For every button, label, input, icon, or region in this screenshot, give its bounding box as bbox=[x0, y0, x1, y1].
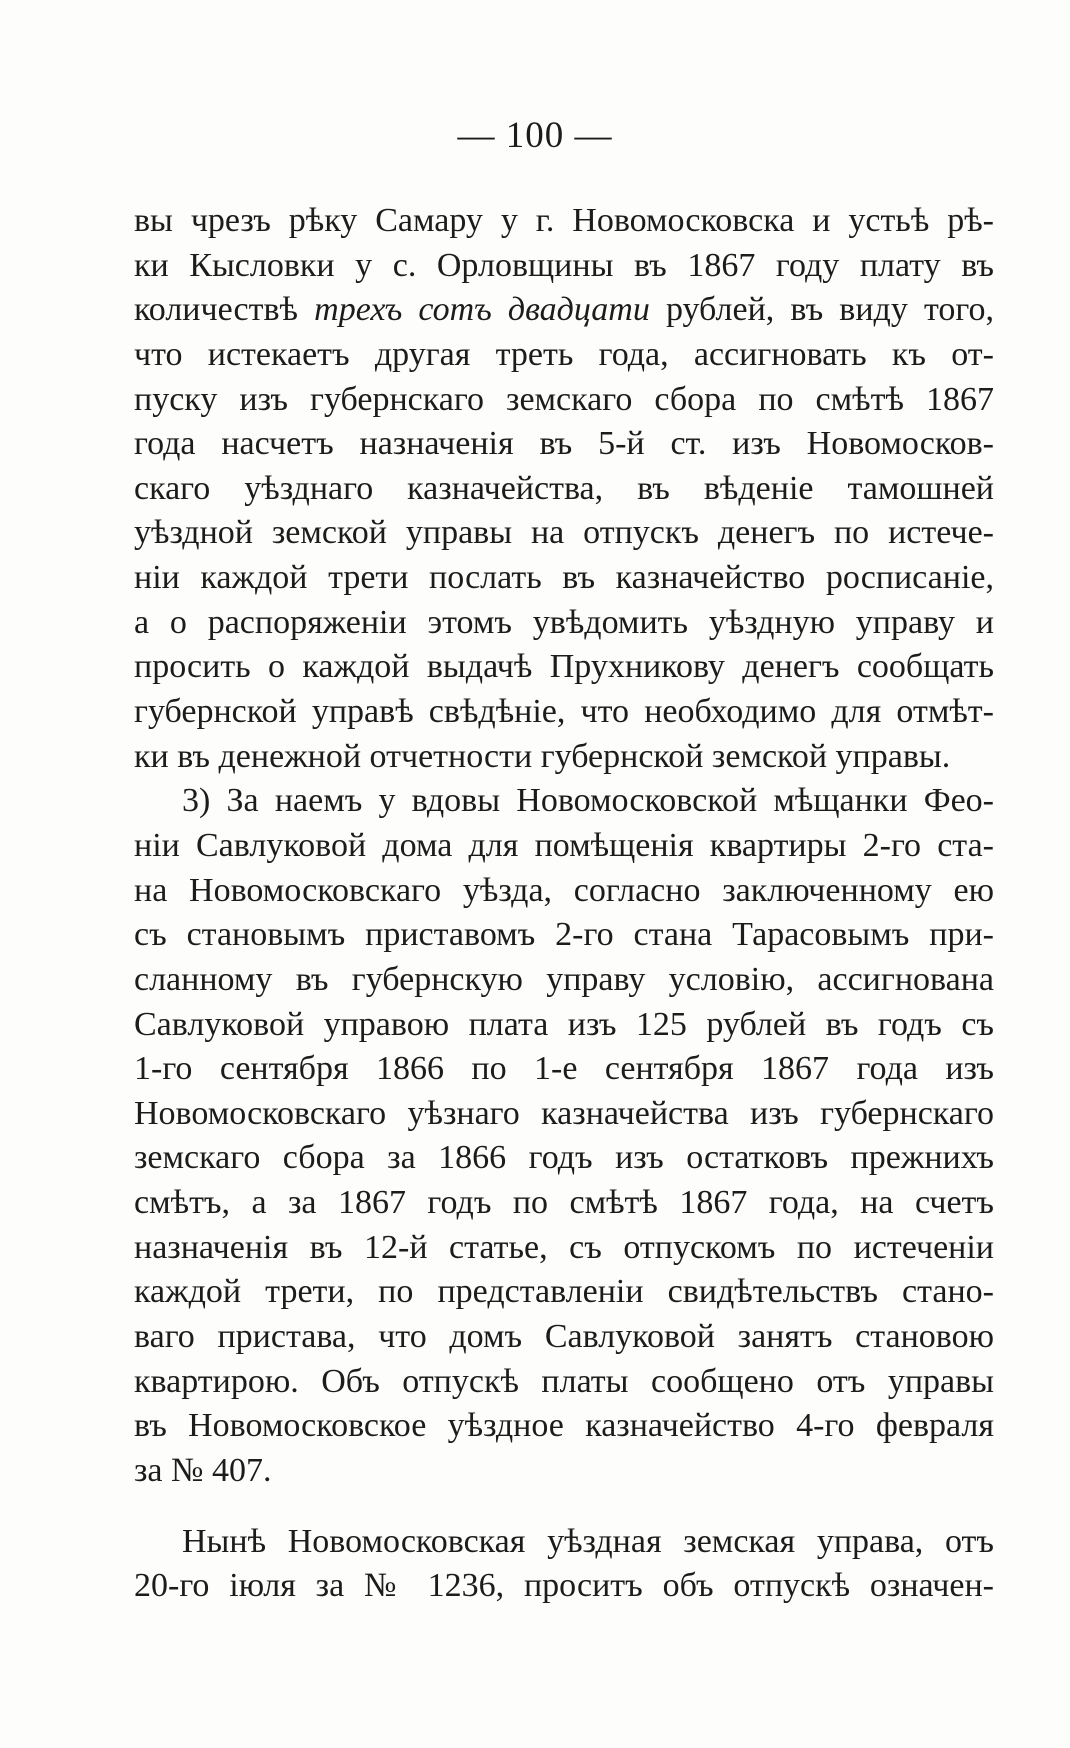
text-line: года насчетъ назначенія въ 5-й ст. изъ Новомосков- bbox=[134, 425, 994, 463]
text-line: что истекаетъ другая треть года, ассигновать къ от- bbox=[134, 335, 994, 373]
text-line: уѣздной земской управы на отпускъ денегъ по истече- bbox=[134, 514, 994, 552]
italic-amount: трехъ сотъ двадцати bbox=[314, 291, 650, 329]
text-line: а о распоряженіи этомъ увѣдомить уѣздную управу и bbox=[134, 603, 994, 641]
paragraph-start-line: 3) За наемъ у вдовы Новомосковской мѣщанки Фео- bbox=[182, 782, 994, 820]
text-line: земскаго сбора за 1866 годъ изъ остатковъ прежнихъ bbox=[134, 1139, 994, 1177]
text-line: ваго пристава, что домъ Савлуковой занятъ становою bbox=[134, 1318, 994, 1356]
body-text bbox=[134, 199, 994, 1609]
text-line: ки Кысловки у с. Орловщины въ 1867 году плату въ bbox=[134, 246, 994, 284]
text-line: вы чрезъ рѣку Самару у г. Новомосковска и устьѣ рѣ- bbox=[134, 202, 994, 239]
text-line: ки въ денежной отчетности губернской земской управы. bbox=[134, 737, 951, 775]
text-line: пуску изъ губернскаго земскаго сбора по смѣтѣ 1867 bbox=[134, 380, 994, 418]
text-line: скаго уѣзднаго казначейства, въ вѣденіе тамошней bbox=[134, 469, 994, 507]
text-line: каждой трети, по представленіи свидѣтельствъ стано- bbox=[134, 1273, 994, 1311]
text-line: назначенія въ 12-й статье, съ отпускомъ по истеченіи bbox=[134, 1228, 994, 1266]
text-line: Савлуковой управою плата изъ 125 рублей въ годъ съ bbox=[134, 1005, 994, 1043]
text-line: просить о каждой выдачѣ Прухникову денегъ сообщать bbox=[134, 648, 994, 686]
page-number: — 100 — bbox=[457, 115, 613, 156]
text-line: ніи Савлуковой дома для помѣщенія квартиры 2-го ста- bbox=[134, 826, 994, 864]
paragraph-start-line: Нынѣ Новомосковская уѣздная земская управа, отъ bbox=[182, 1522, 994, 1560]
text-run: количествѣ bbox=[134, 291, 315, 329]
text-line: съ становымъ приставомъ 2-го стана Тарасовымъ при- bbox=[134, 916, 994, 954]
text-line: смѣтъ, а за 1867 годъ по смѣтѣ 1867 года, на счетъ bbox=[134, 1184, 994, 1222]
text-line: губернской управѣ свѣдѣніе, что необходимо для отмѣт- bbox=[134, 693, 994, 731]
text-line: за № 407. bbox=[134, 1451, 272, 1489]
text-line: въ Новомосковское уѣздное казначейство 4-го февраля bbox=[134, 1407, 994, 1445]
text-line: 20-го іюля за № 1236, проситъ объ отпускѣ означен- bbox=[134, 1567, 994, 1605]
text-line: на Новомосковскаго уѣзда, согласно заключенному ею bbox=[134, 871, 994, 909]
text-line: Новомосковскаго уѣзнаго казначейства изъ губернскаго bbox=[134, 1094, 994, 1132]
text-line: квартирою. Объ отпускѣ платы сообщено отъ управы bbox=[134, 1362, 994, 1400]
text-line bbox=[134, 288, 994, 333]
text-run: рублей, въ виду того, bbox=[649, 291, 994, 329]
text-line: ніи каждой трети послать въ казначейство росписаніе, bbox=[134, 559, 994, 597]
text-line: 1-го сентября 1866 по 1-е сентября 1867 года изъ bbox=[134, 1050, 994, 1088]
text-line: сланному въ губернскую управу условію, ассигнована bbox=[134, 960, 994, 998]
